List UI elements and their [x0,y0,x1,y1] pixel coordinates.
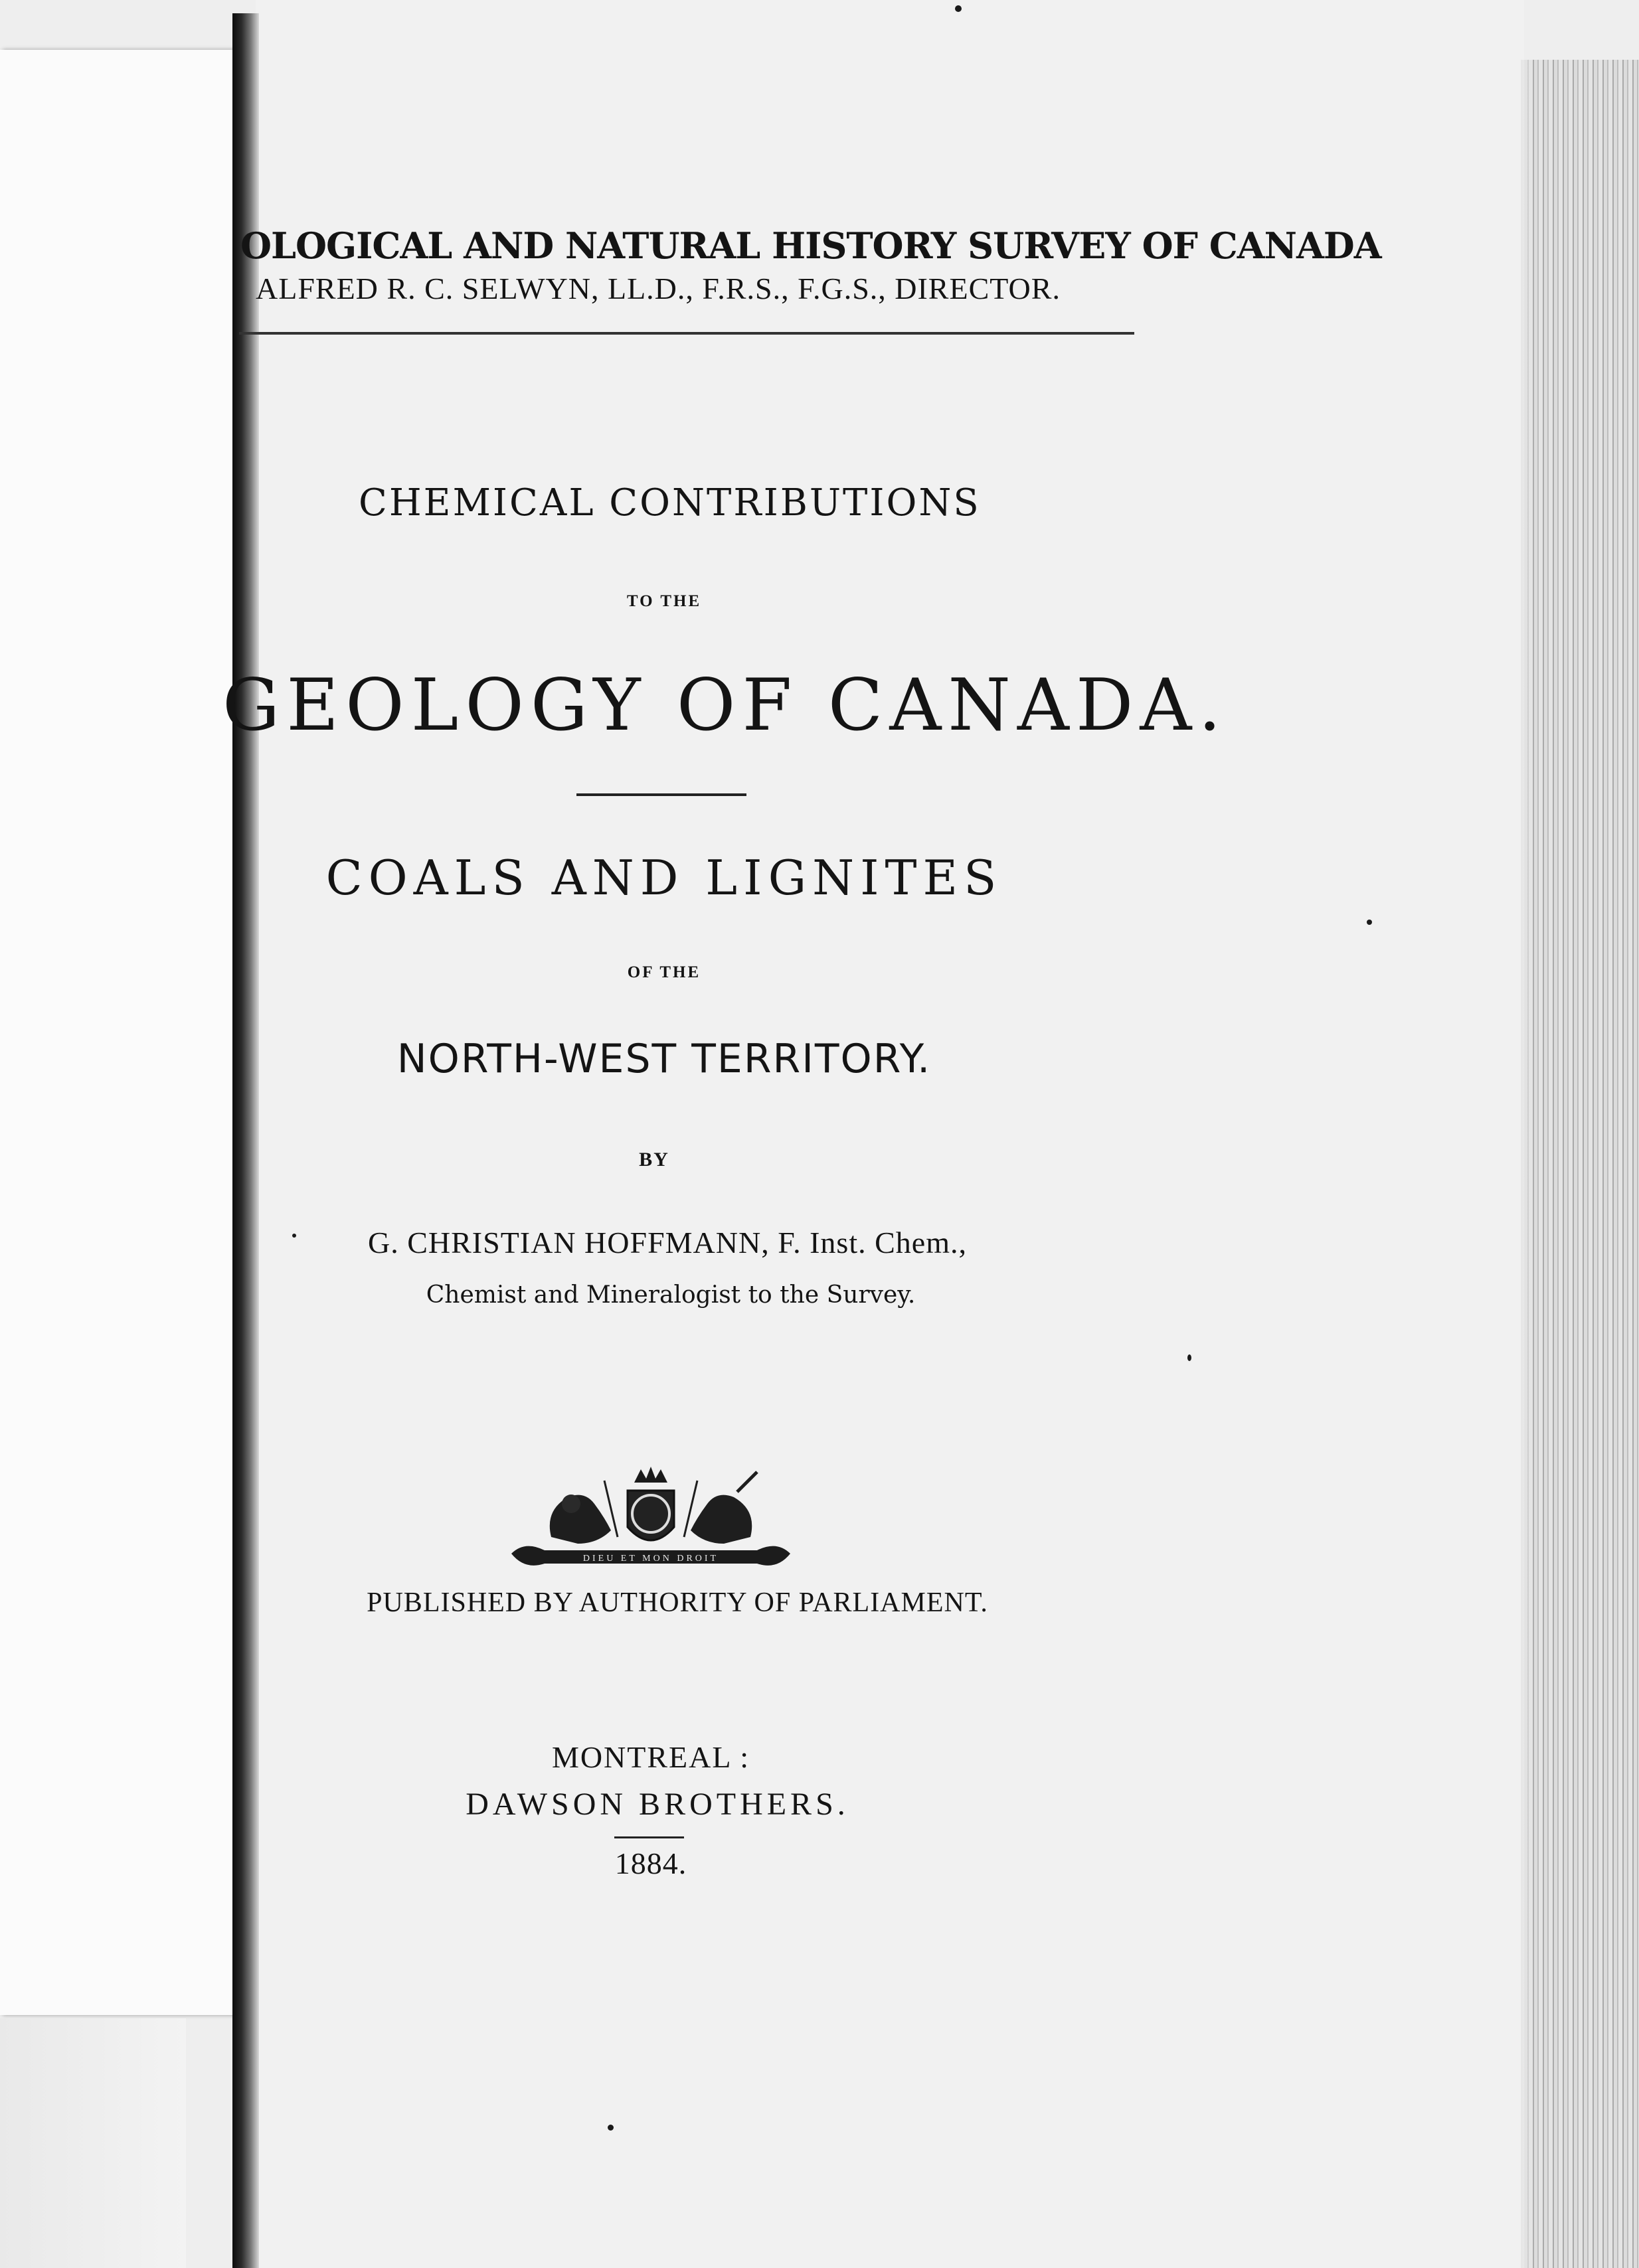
publication-city: MONTREAL : [551,1740,750,1774]
scan-speck [1187,1354,1191,1361]
main-title: COALS AND LIGNITES [325,850,1003,906]
scan-speck [292,1234,296,1238]
publisher-name: DAWSON BROTHERS. [466,1787,849,1822]
by-label: BY [639,1149,669,1171]
publication-year: 1884. [614,1846,687,1880]
title-page [256,0,1524,2268]
book-binding-gutter [232,13,259,2268]
author-role: Chemist and Mineralogist to the Survey. [426,1281,916,1309]
series-subject: GEOLOGY OF CANADA. [222,664,1228,747]
crest-motto: DIEU ET MON DROIT [582,1554,719,1564]
region-title: NORTH-WEST TERRITORY. [396,1036,932,1082]
scan-speck [955,5,962,12]
director-line: ALFRED R. C. SELWYN, LL.D., F.R.S., F.G.S., DIRECTOR. [256,272,1061,305]
connector-of-the: OF THE [627,963,701,981]
series-line: CHEMICAL CONTRIBUTIONS [359,481,981,525]
authority-line: PUBLISHED BY AUTHORITY OF PARLIAMENT. [367,1587,988,1618]
facing-blank-page [0,50,238,2015]
author-name: G. CHRISTIAN HOFFMANN, F. Inst. Chem., [367,1226,967,1259]
scan-speck [608,2125,614,2131]
scan-speck [1367,920,1372,925]
facing-page-bottom [0,2018,186,2268]
royal-coat-of-arms-icon [505,1464,797,1577]
page-edges [1524,60,1639,2268]
page-edges-shadow [1521,60,1534,2268]
connector-to-the: TO THE [626,592,702,610]
header-rule [239,332,1134,335]
title-rule [576,793,746,796]
survey-name: OLOGICAL AND NATURAL HISTORY SURVEY OF CANADA [240,224,1381,267]
year-rule [614,1836,684,1838]
